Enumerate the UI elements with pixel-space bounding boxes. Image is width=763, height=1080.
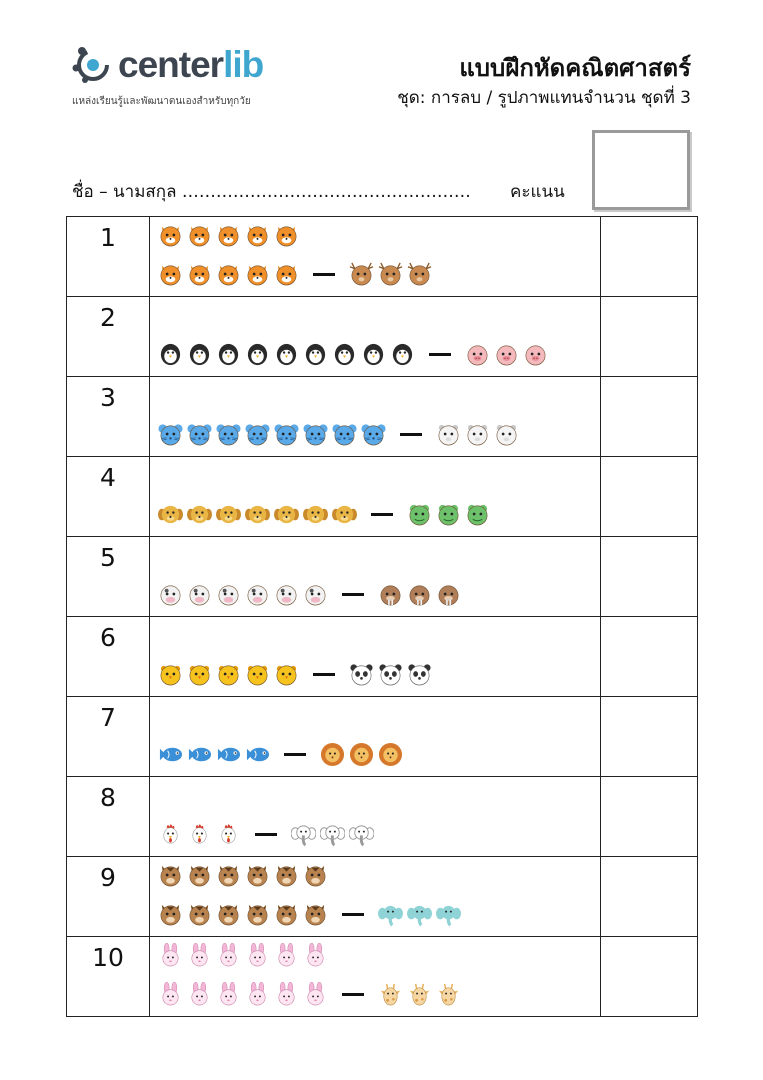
deer-icon (349, 262, 374, 287)
minus-sign (313, 273, 335, 276)
mouse-icon (361, 422, 386, 447)
horse-icon (245, 863, 270, 888)
problem-number: 8 (67, 777, 150, 857)
chick-icon (245, 662, 270, 687)
rabbit-icon (158, 943, 183, 968)
subtraction-row (158, 262, 432, 287)
problem-number: 3 (67, 377, 150, 457)
rabbit-icon (274, 982, 299, 1007)
walrus-icon (407, 582, 432, 607)
chick-icon (274, 662, 299, 687)
answer-box[interactable] (601, 537, 698, 617)
name-field-label: ชื่อ – นามสกุล …………………………………………… (72, 182, 471, 202)
elephant-icon (320, 822, 345, 847)
mouse-icon (303, 422, 328, 447)
elephant-teal-icon (407, 902, 432, 927)
problem-row (67, 297, 698, 377)
molecule-logo-icon (70, 42, 116, 88)
penguin-icon (245, 342, 270, 367)
problem-row (67, 457, 698, 537)
problem-row (67, 377, 698, 457)
problem-pictures (150, 457, 601, 537)
minus-sign (342, 913, 364, 916)
fox-icon (187, 223, 212, 248)
problem-number: 7 (67, 697, 150, 777)
fox-icon (245, 223, 270, 248)
dog-icon (245, 502, 270, 527)
rabbit-icon (245, 982, 270, 1007)
pig-icon (465, 342, 490, 367)
subtraction-row (158, 742, 403, 767)
chick-icon (216, 662, 241, 687)
answer-box[interactable] (601, 937, 698, 1017)
penguin-icon (390, 342, 415, 367)
problem-number: 5 (67, 537, 150, 617)
lion-icon (320, 742, 345, 767)
fox-icon (158, 223, 183, 248)
fox-icon (245, 262, 270, 287)
walrus-icon (436, 582, 461, 607)
fish-icon (245, 742, 270, 767)
problem-row (67, 857, 698, 937)
horse-icon (245, 902, 270, 927)
logo-wordmark: centerlib (118, 44, 264, 85)
lion-icon (378, 742, 403, 767)
panda-icon (378, 662, 403, 687)
horse-icon (158, 902, 183, 927)
problem-pictures (150, 537, 601, 617)
cow-icon (303, 582, 328, 607)
minus-sign (429, 353, 451, 356)
mouse-icon (187, 422, 212, 447)
giraffe-icon (407, 982, 432, 1007)
subtraction-row (158, 502, 490, 527)
problem-pictures (150, 937, 601, 1017)
horse-icon (216, 902, 241, 927)
penguin-icon (158, 342, 183, 367)
answer-box[interactable] (601, 217, 698, 297)
horse-icon (187, 902, 212, 927)
penguin-icon (274, 342, 299, 367)
fish-icon (158, 742, 183, 767)
answer-box[interactable] (601, 697, 698, 777)
frog-icon (407, 502, 432, 527)
giraffe-icon (378, 982, 403, 1007)
rooster-icon (216, 822, 241, 847)
answer-box[interactable] (601, 457, 698, 537)
problem-number: 4 (67, 457, 150, 537)
logo-tagline: แหล่งเรียนรู้และพัฒนาตนเองสำหรับทุกวัย (72, 96, 251, 107)
problem-row (67, 937, 698, 1017)
problem-row (67, 617, 698, 697)
minus-sign (342, 993, 364, 996)
minus-sign (342, 593, 364, 596)
pig-icon (494, 342, 519, 367)
hamster-icon (465, 422, 490, 447)
minus-sign (400, 433, 422, 436)
answer-box[interactable] (601, 857, 698, 937)
worksheet-subtitle: ชุด: การลบ / รูปภาพแทนจำนวน ชุดที่ 3 (397, 88, 691, 108)
penguin-icon (187, 342, 212, 367)
penguin-icon (303, 342, 328, 367)
horse-icon (303, 902, 328, 927)
cow-icon (158, 582, 183, 607)
subtraction-row (158, 982, 461, 1007)
mouse-icon (274, 422, 299, 447)
elephant-icon (291, 822, 316, 847)
problem-row (67, 537, 698, 617)
problem-row (67, 777, 698, 857)
answer-box[interactable] (601, 377, 698, 457)
fish-icon (187, 742, 212, 767)
cow-icon (274, 582, 299, 607)
problem-number: 10 (67, 937, 150, 1017)
problem-pictures (150, 857, 601, 937)
elephant-teal-icon (378, 902, 403, 927)
rabbit-icon (216, 943, 241, 968)
hamster-icon (494, 422, 519, 447)
answer-box[interactable] (601, 777, 698, 857)
mouse-icon (216, 422, 241, 447)
minuend-extra-row (158, 943, 328, 968)
subtraction-row (158, 422, 519, 447)
horse-icon (303, 863, 328, 888)
answer-box[interactable] (601, 617, 698, 697)
minuend-extra-row (158, 223, 299, 248)
problem-pictures (150, 617, 601, 697)
horse-icon (274, 863, 299, 888)
deer-icon (378, 262, 403, 287)
chick-icon (187, 662, 212, 687)
rooster-icon (158, 822, 183, 847)
problem-number: 6 (67, 617, 150, 697)
subtraction-row (158, 582, 461, 607)
problem-row (67, 217, 698, 297)
dog-icon (274, 502, 299, 527)
rabbit-icon (158, 982, 183, 1007)
dog-icon (216, 502, 241, 527)
horse-icon (216, 863, 241, 888)
exercise-table (66, 216, 698, 1017)
rabbit-icon (274, 943, 299, 968)
worksheet-title: แบบฝึกหัดคณิตศาสตร์ (459, 54, 691, 82)
lion-icon (349, 742, 374, 767)
penguin-icon (216, 342, 241, 367)
minus-sign (255, 833, 277, 836)
minus-sign (284, 753, 306, 756)
horse-icon (158, 863, 183, 888)
panda-icon (349, 662, 374, 687)
mouse-icon (245, 422, 270, 447)
problem-number: 9 (67, 857, 150, 937)
fox-icon (216, 223, 241, 248)
fox-icon (274, 262, 299, 287)
dog-icon (158, 502, 183, 527)
dog-icon (187, 502, 212, 527)
fish-icon (216, 742, 241, 767)
hamster-icon (436, 422, 461, 447)
problem-pictures (150, 217, 601, 297)
elephant-teal-icon (436, 902, 461, 927)
dog-icon (332, 502, 357, 527)
penguin-icon (361, 342, 386, 367)
panda-icon (407, 662, 432, 687)
subtraction-row (158, 342, 548, 367)
fox-icon (158, 262, 183, 287)
score-box (592, 130, 690, 210)
fox-icon (274, 223, 299, 248)
giraffe-icon (436, 982, 461, 1007)
subtraction-row (158, 662, 432, 687)
minuend-extra-row (158, 863, 328, 888)
answer-box[interactable] (601, 297, 698, 377)
rabbit-icon (245, 943, 270, 968)
mouse-icon (332, 422, 357, 447)
elephant-icon (349, 822, 374, 847)
walrus-icon (378, 582, 403, 607)
centerlib-logo (70, 42, 300, 112)
problem-pictures (150, 777, 601, 857)
penguin-icon (332, 342, 357, 367)
subtraction-row (158, 822, 374, 847)
frog-icon (436, 502, 461, 527)
fox-icon (187, 262, 212, 287)
fox-icon (216, 262, 241, 287)
dog-icon (303, 502, 328, 527)
problem-pictures (150, 377, 601, 457)
mouse-icon (158, 422, 183, 447)
problem-number: 2 (67, 297, 150, 377)
score-label: คะแนน (510, 182, 565, 202)
chick-icon (158, 662, 183, 687)
rabbit-icon (216, 982, 241, 1007)
problem-number: 1 (67, 217, 150, 297)
horse-icon (274, 902, 299, 927)
minus-sign (371, 513, 393, 516)
pig-icon (523, 342, 548, 367)
frog-icon (465, 502, 490, 527)
rabbit-icon (187, 982, 212, 1007)
problem-pictures (150, 297, 601, 377)
problem-row (67, 697, 698, 777)
horse-icon (187, 863, 212, 888)
rabbit-icon (187, 943, 212, 968)
deer-icon (407, 262, 432, 287)
subtraction-row (158, 902, 461, 927)
cow-icon (245, 582, 270, 607)
cow-icon (216, 582, 241, 607)
rooster-icon (187, 822, 212, 847)
problem-pictures (150, 697, 601, 777)
cow-icon (187, 582, 212, 607)
minus-sign (313, 673, 335, 676)
rabbit-icon (303, 943, 328, 968)
rabbit-icon (303, 982, 328, 1007)
